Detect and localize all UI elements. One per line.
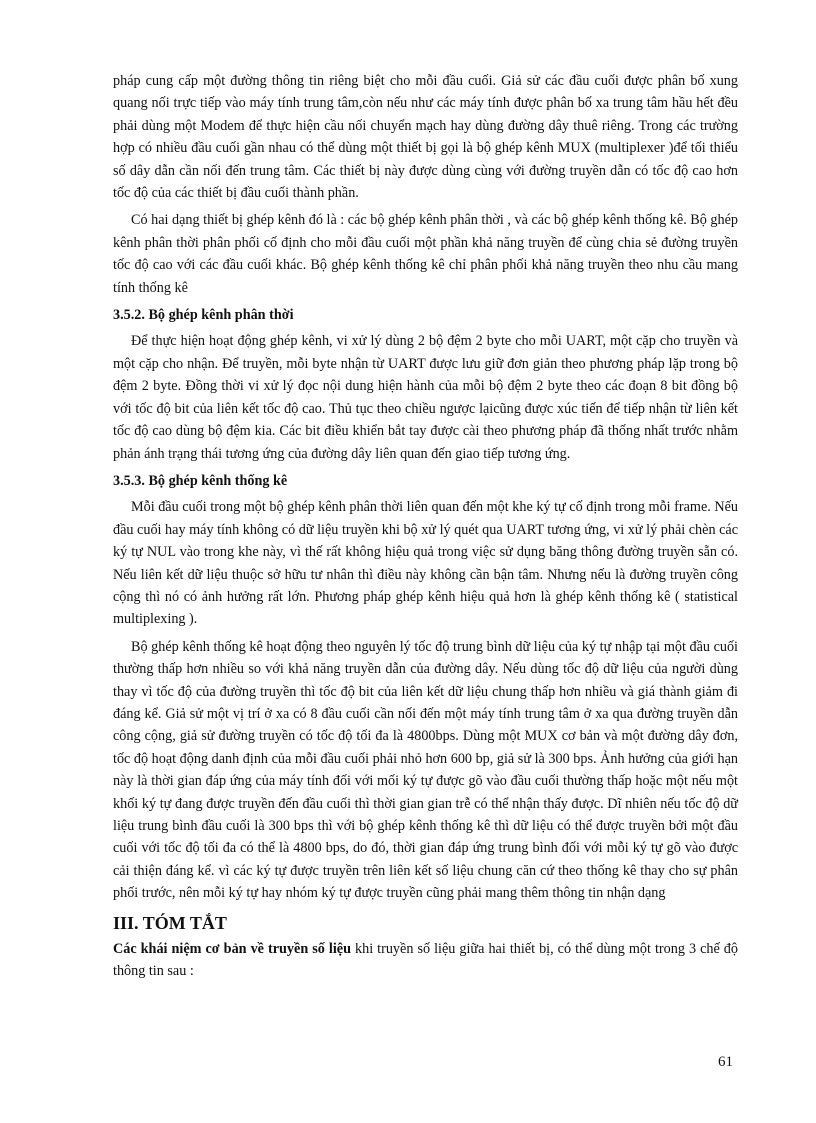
heading-tdm: 3.5.2. Bộ ghép kênh phân thời <box>113 307 294 324</box>
summary-rest-text: khi truyền số liệu giữa hai thiết bị, có thể dùng một trong 3 chế độ thông tin sau : <box>113 940 738 980</box>
paragraph-mux-types: Có hai dạng thiết bị ghép kênh đó là : các bộ ghép kênh phân thời , và các bộ ghép kênh thống kê. Bộ ghép kênh phân thời phân phối cố định cho mỗi đầu cuối một phần khả năng truyền để cùng chia sẻ đường truyền tốc độ cao với các đầu cuối khác. Bộ ghép kênh thống kê chỉ phân phối khả năng truyền theo nhu cầu mang tính thống kê <box>113 212 738 296</box>
page-body <box>113 70 738 987</box>
heading-stat-mux: 3.5.3. Bộ ghép kênh thống kê <box>113 472 288 489</box>
page-number: 61 <box>718 1054 733 1070</box>
paragraph-stat-mux-detail: Bộ ghép kênh thống kê hoạt động theo nguyên lý tốc độ trung bình dữ liệu của ký tự nhập tại một đầu cuối thường thấp hơn nhiều so với khả năng truyền dẫn của đường dây. Nếu dùng tốc độ dữ liệu của người dùng thay vì tốc độ của đường truyền thì tốc độ bit của liên kết dữ liệu chung thấp hơn nhiều và giá thành giảm đi đáng kể. Giả sử một vị trí ở xa có 8 đầu cuối cần nối đến một máy tính trung tâm ở xa qua đường truyền dẫn công cộng, giả sử đường truyền có tốc độ tối đa là 4800bps. Dùng một MUX cơ bản và một đường dây đơn, tốc độ hoạt động danh định của mỗi đầu cuối phải nhỏ hơn 600 bp, giả sử là 300 bps. Ảnh hưởng của giới hạn này là thời gian đáp ứng của máy tính đối với mối ký tự được gõ vào đầu cuối thường thấp hoặc một nếu một khối ký tự đang được truyền đến đầu cuối thì thời gian gian trễ có thể nhận thấy được. Dĩ nhiên nếu tốc độ dữ liệu trung bình đầu cuối là 300 bps thì với bộ ghép kênh thống kê thì dữ liệu có thể được truyền bởi một đầu cuối với tốc độ tối đa có thể là 4800 bps, do đó, thời gian đáp ứng trung bình đối với mỗi ký tự gõ vào được cải thiện đáng kể. vì các ký tự được truyền trên liên kết số liệu chung căn cứ theo thống kê thay cho sự phân phối trước, nên mỗi ký tự hay nhóm ký tự được truyền cũng phải mang thêm thông tin nhận dạng <box>113 638 738 902</box>
paragraph-summary <box>113 938 738 983</box>
paragraph-stat-mux-intro: Mỗi đầu cuối trong một bộ ghép kênh phân thời liên quan đến một khe ký tự cố định trong mỗi frame. Nếu đầu cuối hay máy tính không có dữ liệu truyền khi bộ xử lý quét qua UART tương ứng, vi xử lý phải chèn các ký tự NUL vào trong khe này, vì thế rất không hiệu quả trong việc sử dụng băng thông đường truyền sẵn có. Nếu liên kết dữ liệu thuộc sở hữu tư nhân thì điều này không cần bận tâm. Nhưng nếu là đường truyền công cộng thì nó có ảnh hưởng rất lớn. Phương pháp ghép kênh hiệu quả hơn là ghép kênh thống kê ( statistical multiplexing ). <box>113 499 738 628</box>
paragraph-intro-continuation: pháp cung cấp một đường thông tin riêng biệt cho mỗi đầu cuối. Giả sử các đầu cuối được phân bố xung quang nối trực tiếp vào máy tính trung tâm,còn nếu như các máy tính được phân bố xa trung tâm hầu hết đều phải dùng một Modem để thực hiện cầu nối chuyển mạch hay dùng đường dây thuê riêng. Trong các trường hợp có nhiều đầu cuối gần nhau có thể dùng một thiết bị gọi là bộ ghép kênh MUX (multiplexer )để tối thiểu số dây dẫn cần nối đến trung tâm. Các thiết bị này được dùng cùng với đường truyền dẫn có tốc độ cao hơn tốc độ của các thiết bị đầu cuối thành phần. <box>113 73 738 202</box>
summary-lead-text: Các khái niệm cơ bản về truyền số liệu <box>113 940 351 957</box>
paragraph-tdm: Để thực hiện hoạt động ghép kênh, vi xử lý dùng 2 bộ đệm 2 byte cho mỗi UART, một cặp cho truyền và một cặp cho nhận. Để truyền, mỗi byte nhận từ UART được lưu giữ đơn giản theo phương pháp lặp trong bộ đệm 2 byte. Đồng thời vi xử lý đọc nội dung hiện hành của mỗi bộ đệm 2 byte theo các đoạn 8 bit đồng bộ với tốc độ bit của liên kết tốc độ cao. Thủ tục theo chiều ngược lạicũng được xúc tiến để tiếp nhận từ liên kết tốc độ cao dùng bộ đệm kia. Các bit điều khiển bắt tay được cài theo phương pháp đã thống nhất trước nhằm phản ánh trạng thái tương ứng của đường dây liên quan đến giao tiếp tương ứng. <box>113 333 738 462</box>
heading-summary: III. TÓM TẮT <box>113 912 227 933</box>
